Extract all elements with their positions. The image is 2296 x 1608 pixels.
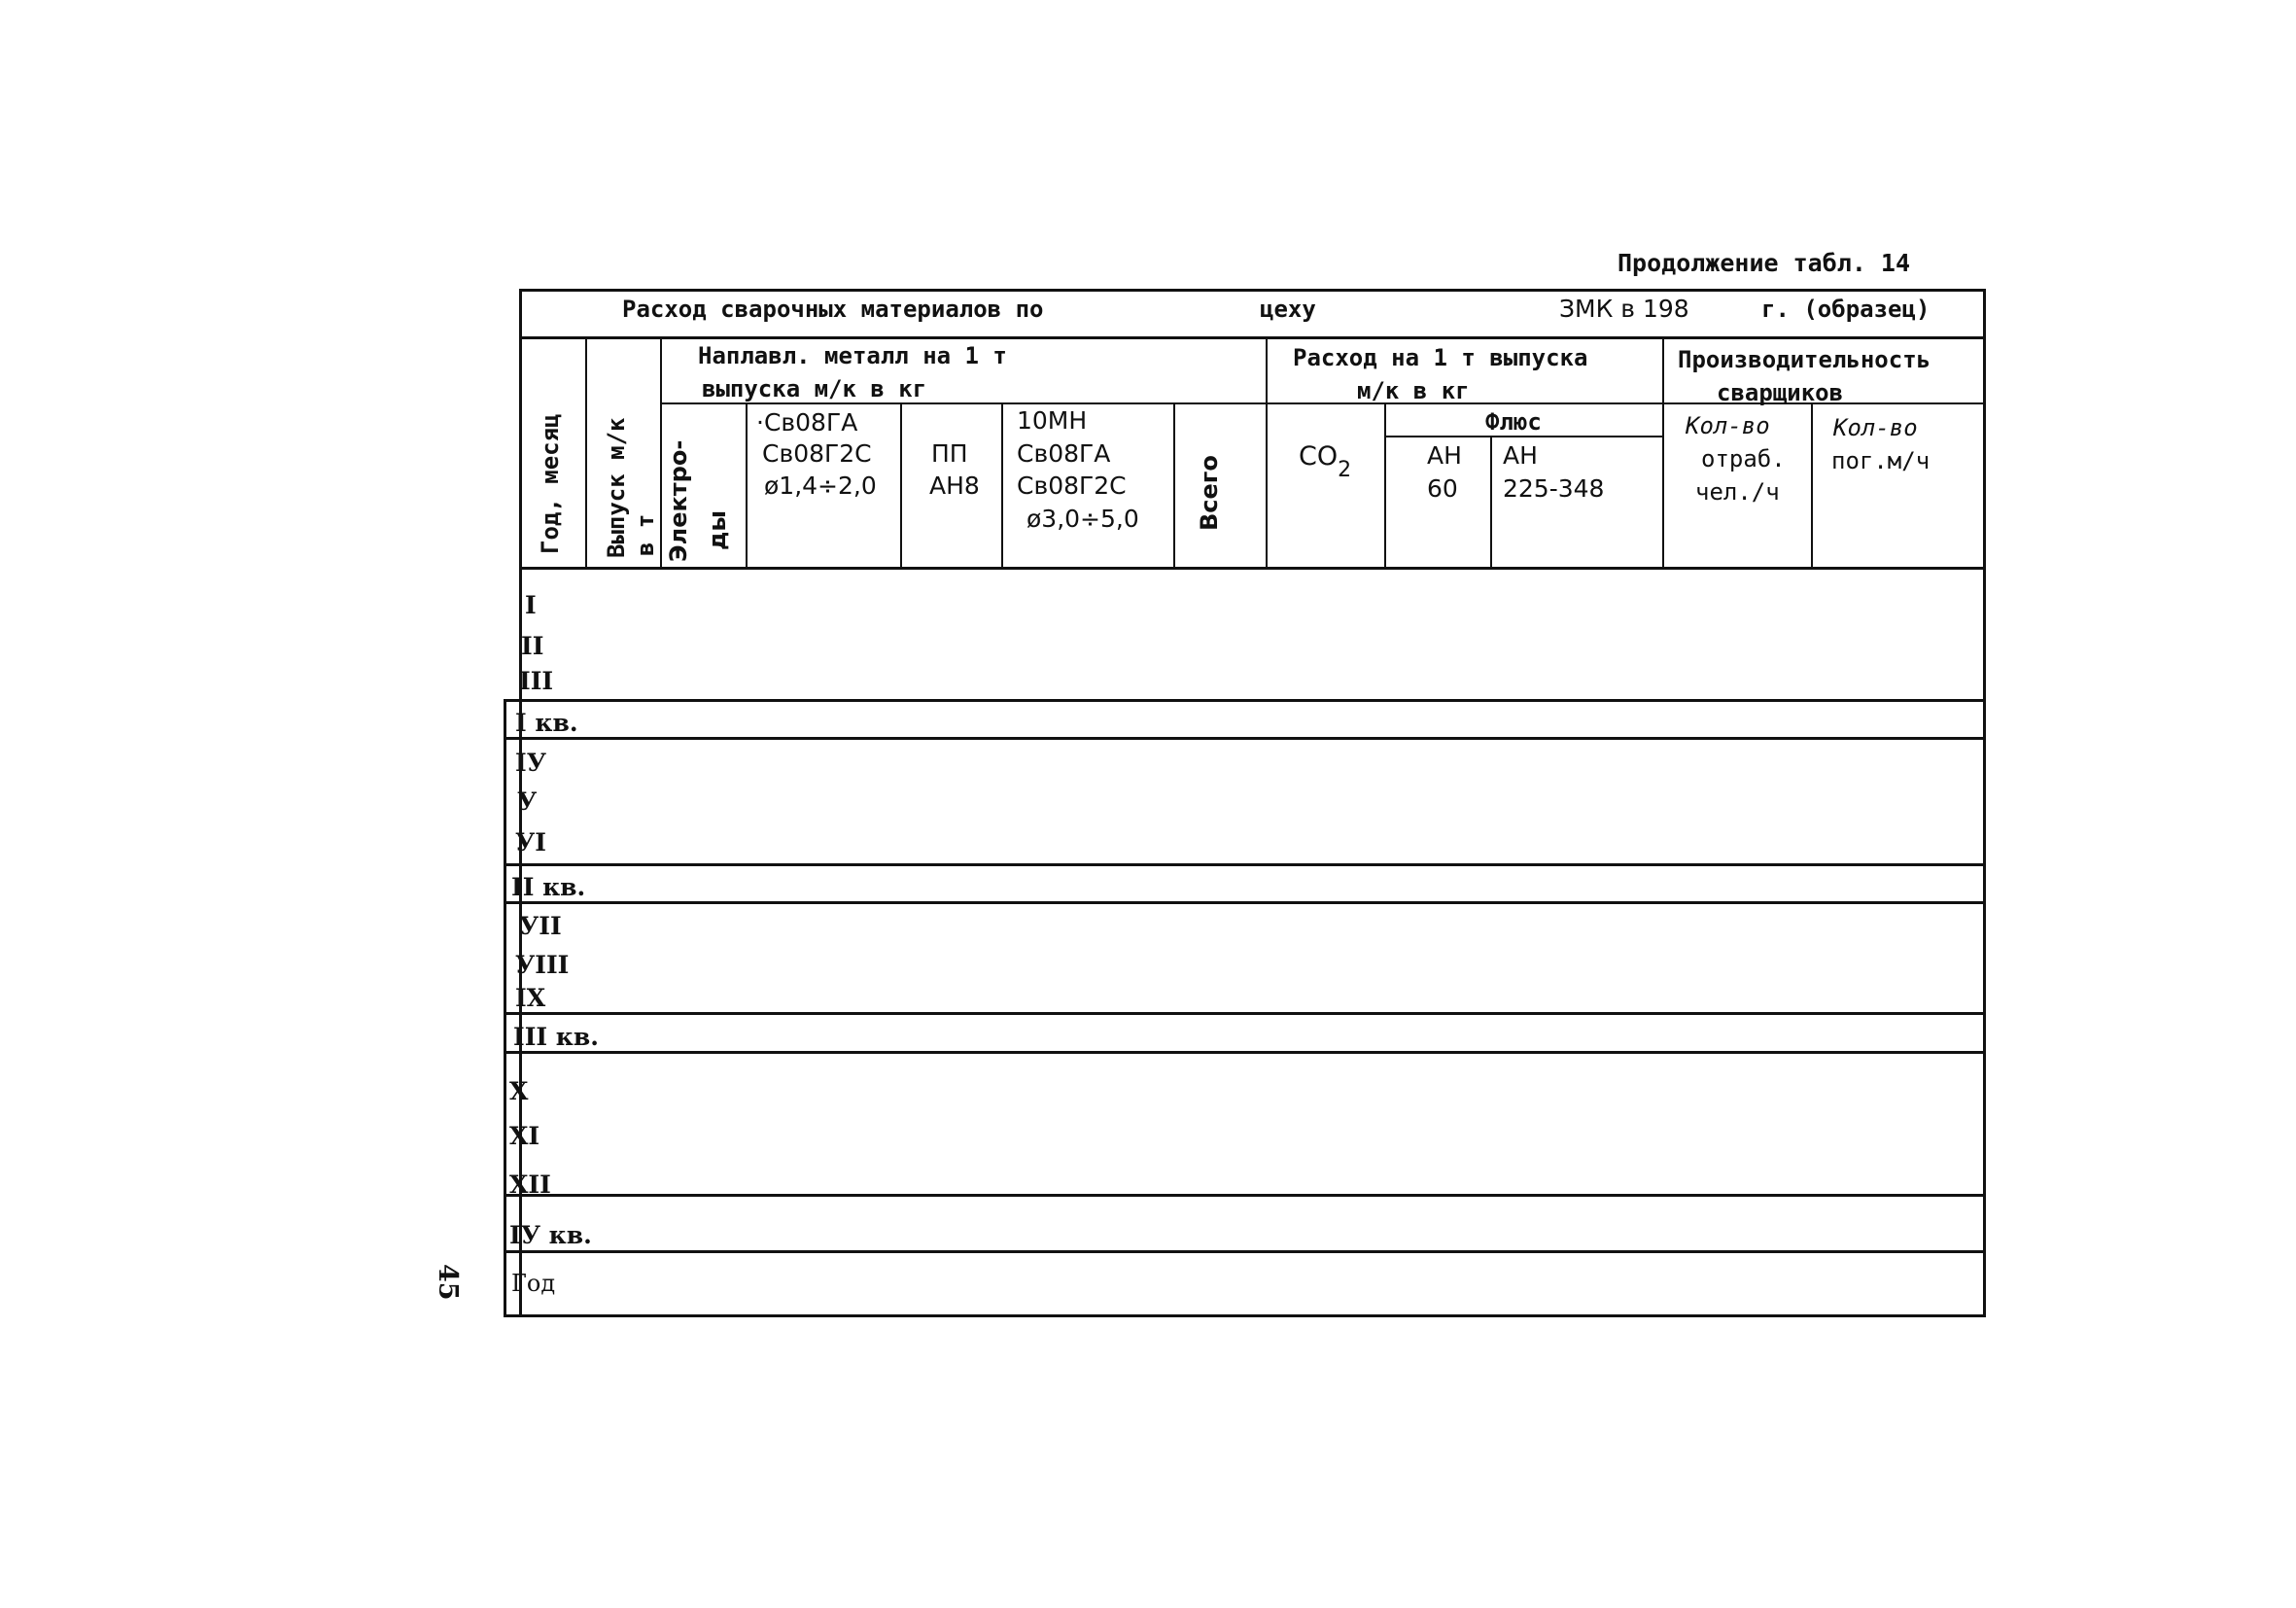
- row-line-q4-bottom: [504, 1250, 1984, 1253]
- title-row-bottom: [519, 336, 1984, 339]
- col-divider-8: [1384, 402, 1386, 567]
- hours-line2: отраб.: [1701, 445, 1786, 472]
- row-month-3: III: [519, 667, 554, 695]
- title-suffix: г. (образец): [1761, 296, 1931, 323]
- row-line-q4-top: [504, 1194, 1984, 1197]
- pp-line1: ПП: [931, 439, 968, 468]
- header-electrodes-line2: ды: [704, 509, 731, 550]
- wire1-line2: Св08Г2С: [762, 439, 872, 468]
- row-month-11: ХI: [509, 1122, 540, 1150]
- an60-line1: АН: [1427, 441, 1462, 470]
- header-output-line1: Выпуск м/к: [603, 417, 630, 558]
- wire1-line3: ø1,4÷2,0: [764, 472, 877, 500]
- title-shop: цеху: [1260, 296, 1316, 323]
- header-productivity-line1: Производительность: [1678, 346, 1931, 373]
- row-month-5: У: [517, 787, 538, 816]
- co2-label: $CO_2$: [1299, 441, 1352, 483]
- header-total: Всего: [1196, 455, 1223, 531]
- row-month-9: IХ: [515, 984, 546, 1012]
- header-electrodes-line1: Электро-: [665, 439, 692, 562]
- row-line-q2-bottom: [504, 901, 1984, 904]
- col-divider-6: [1173, 402, 1175, 567]
- col-divider-7: [1266, 336, 1268, 567]
- row-month-2: II: [521, 632, 544, 660]
- table-bottom-border: [504, 1314, 1986, 1317]
- row-month-4: IУ: [515, 749, 546, 777]
- wire2-line2: Св08ГА: [1017, 439, 1111, 468]
- row-line-q1-bottom: [504, 737, 1984, 740]
- row-month-1: I: [525, 591, 537, 619]
- body-left-border: [504, 699, 506, 1316]
- row-month-12: ХII: [509, 1171, 551, 1199]
- wire2-line4: ø3,0÷5,0: [1026, 505, 1139, 533]
- wire1-line1: ·Св08ГА: [756, 408, 858, 437]
- row-quarter-1: I кв.: [515, 709, 578, 737]
- header-output-line2: в т: [632, 513, 659, 556]
- row-quarter-4: IУ кв.: [509, 1221, 592, 1249]
- col-divider-9: [1490, 436, 1492, 567]
- col-divider-1: [585, 336, 587, 567]
- col-divider-2: [660, 336, 662, 567]
- hours-line1: Кол-во: [1686, 412, 1770, 439]
- co2-subscript: 2: [1338, 458, 1352, 483]
- header-deposited-line2: выпуска м/к в кг: [702, 375, 927, 402]
- pp-line2: АН8: [929, 472, 980, 500]
- header-year-month: Год, месяц: [537, 413, 564, 554]
- flux-label: Флюс: [1485, 408, 1542, 436]
- header-productivity-line2: сварщиков: [1717, 379, 1844, 406]
- row-line-q2-top: [504, 863, 1984, 866]
- row-line-q1-top: [504, 699, 1984, 702]
- col-divider-5: [1001, 402, 1003, 567]
- row-quarter-3: III кв.: [513, 1023, 599, 1051]
- col-divider-10: [1662, 336, 1664, 567]
- wire2-line3: Св08Г2С: [1017, 472, 1127, 500]
- row-month-8: УIII: [515, 951, 570, 979]
- row-line-q3-top: [504, 1012, 1984, 1015]
- wire2-line1: 10МН: [1017, 406, 1088, 435]
- header-consumption-line2: м/к в кг: [1357, 377, 1470, 404]
- title-prefix: Расход сварочных материалов по: [622, 296, 1044, 323]
- continuation-label: Продолжение табл. 14: [1618, 249, 1911, 277]
- row-month-10: Х: [509, 1077, 529, 1105]
- col-divider-11: [1811, 402, 1813, 567]
- row-month-6: УI: [515, 828, 546, 856]
- row-year-total: Год: [511, 1270, 556, 1297]
- title-plant-year: ЗМК в 198: [1559, 295, 1689, 323]
- table-right-border: [1983, 289, 1986, 1316]
- row-line-q3-bottom: [504, 1051, 1984, 1054]
- an225-line2: 225-348: [1503, 474, 1605, 503]
- col-divider-3: [746, 402, 748, 567]
- col-divider-4: [900, 402, 902, 567]
- header-bottom: [519, 567, 1984, 570]
- an225-line1: АН: [1503, 441, 1538, 470]
- header-deposited-line1: Наплавл. металл на 1 т: [698, 342, 1007, 369]
- an60-line2: 60: [1427, 474, 1458, 503]
- table-top-border: [519, 289, 1984, 292]
- hours-line3: чел./ч: [1695, 478, 1780, 506]
- flux-divider: [1384, 436, 1662, 437]
- row-month-7: УII: [519, 912, 562, 940]
- page-number: 45: [433, 1264, 463, 1301]
- header-consumption-line1: Расход на 1 т выпуска: [1293, 344, 1588, 371]
- meters-line2: пог.м/ч: [1831, 447, 1931, 474]
- meters-line1: Кол-во: [1833, 414, 1918, 441]
- row-quarter-2: II кв.: [511, 873, 586, 901]
